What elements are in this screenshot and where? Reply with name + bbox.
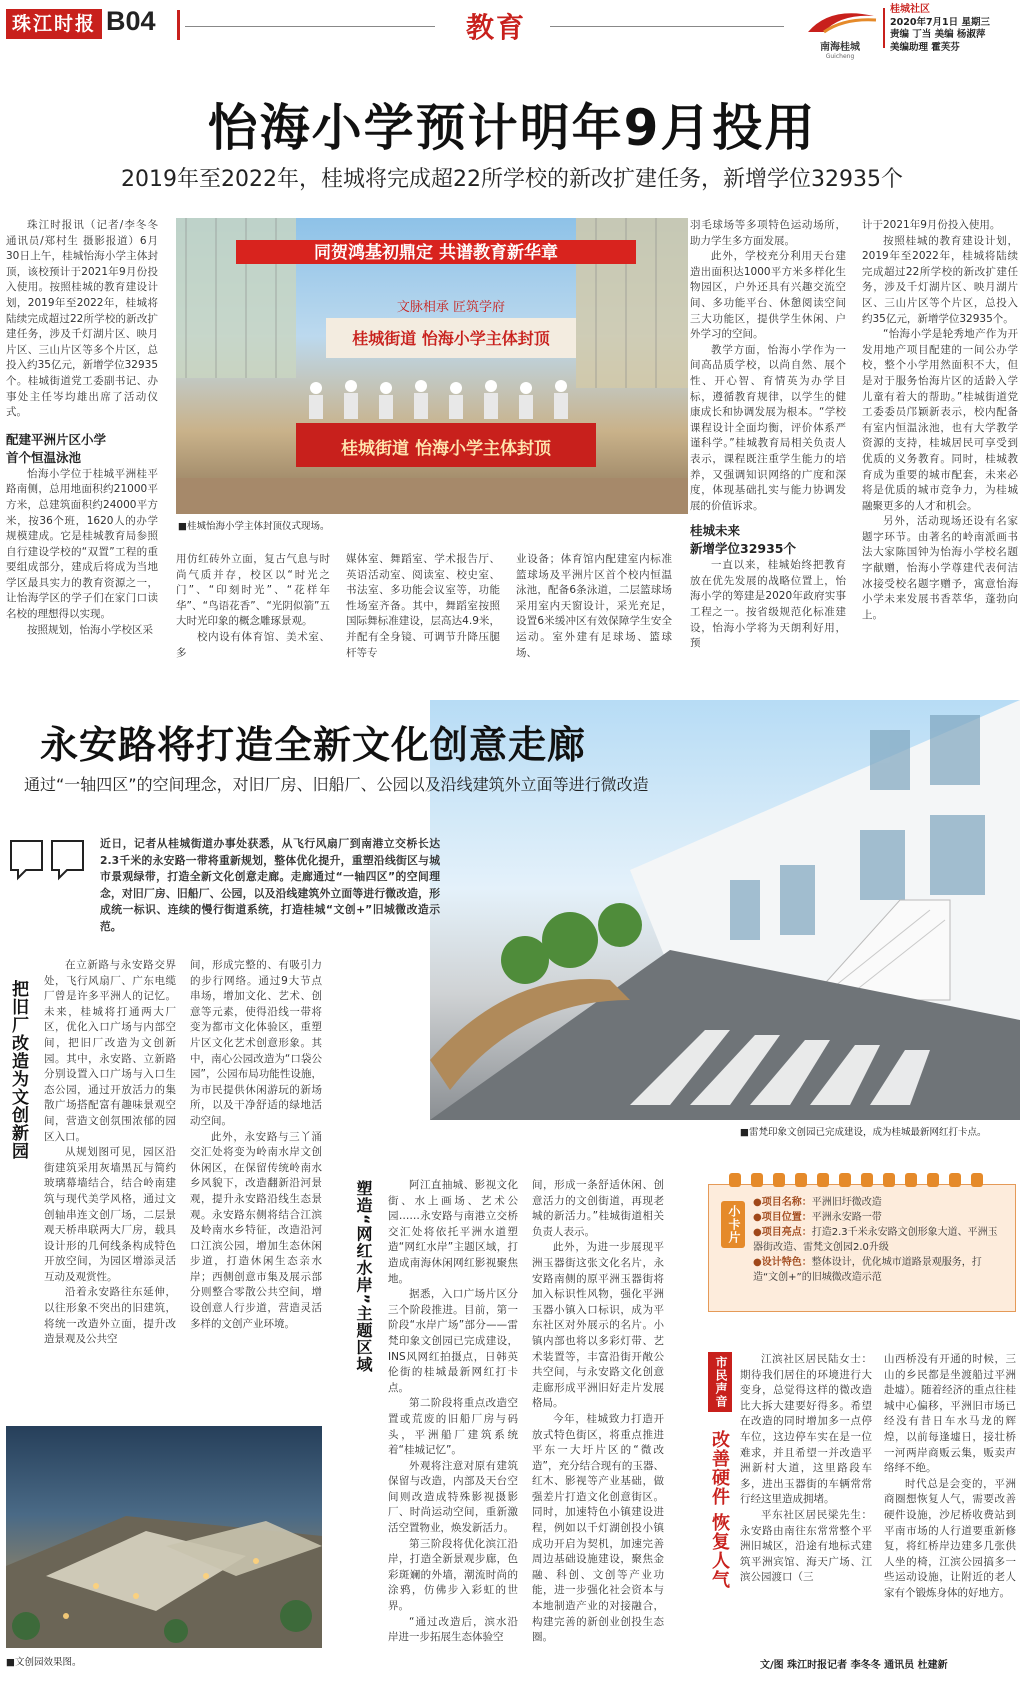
photo-sign-upper: 文脉相承 匠筑学府 [396, 300, 506, 315]
story1-col1-p1: 珠江时报讯（记者/李冬冬 通讯员/郑村生 摄影报道）6月30日上午，桂城怡海小学主体封顶，该校预计于2021年9月份投入使用。按照桂城的教育建设计划，2019年至2022年，桂城将陆续完成超过22所学校的新改扩建任务，涉及千灯湖片区、映月片区、三山片区等多个片区，总投入约35亿元，新增学位32935个。桂城街道党工委副书记、办事处主任岑均雄出席了活动仪式。 [6, 219, 158, 419]
community-logo-text: 南海桂城 [820, 42, 860, 53]
story1-col6-p2: 按照桂城的教育建设计划，2019年至2022年，桂城将陆续完成超过22所学校的新改扩建任务，涉及千灯湖片区、映月湖片区、三山片区等个片区，总投入约35亿元，新增学位32935个。 [862, 234, 1018, 325]
voice-p3: 山西桥没有开通的时候，三山的乡民都是坐渡船过平洲赴墟）。随着经济的重点往桂城中心偏移，平洲旧市场已经没有昔日车水马龙的辉煌，以前每逢墟日，接壮桥一河两岸商贩云集，贩卖声络绎不绝。 [884, 1353, 1016, 1475]
story2-rendering-scene [6, 1426, 322, 1648]
story2-credit: 文/图 珠江时报记者 李冬冬 通讯员 杜建新 [760, 1660, 948, 1671]
story2-colD-p2: 此外，为进一步展现平洲玉器街这张文化名片，永安路南侧的原平洲玉器街将加入标识性风物，强化平洲玉器小镇入口标识，成为平东社区对外展示的名片。小镇内部也将以多彩灯带、艺术装置等，丰富沿街开敞公共空间，与永安路文化创意走廊形成平洲旧好走片发展格局。 [532, 1241, 664, 1410]
voice-p1: 江滨社区居民陆女士：期待我们居住的环境进行大变身，总觉得这样的微改造比大拆大建要好得多。希望在改造的同时增加多一点停车位，这边停车实在是一位难求，并且希望一并改造平洲新村大道，这里路段车多，进出玉器街的车辆常常行经这里造成拥堵。 [740, 1353, 872, 1506]
info-card-list [753, 1195, 1005, 1285]
story1-subhead: 2019年至2022年，桂城将完成超22所学校的新改扩建任务，新增学位32935个 [121, 167, 903, 192]
voice-p4: 时代总是会变的，平洲商圈想恢复人气，需要改善硬件设施，沙尼桥收费站到平南市场的人行道要重新修复，将红桥岸边建多几张供人坐的椅，江滨公园搞多一些运动设施，让附近的老人家有个锻炼身体的好地方。 [884, 1477, 1016, 1599]
story1-col5-p3: 教学方面，怡海小学作为一间高品质学校，以尚自然、展个性、开心智、育情英为办学目标，遵循教育规律，以学生的健康成长和协调发展为根本。“学校课程设计全面均衡，评价体系严谨科学。”桂城教育局相关负责人表示，课程既注重学生能力的培养，又强调知识网络的广度和深度，体现基础扎实与能力协调发展的价值诉求。 [690, 343, 846, 512]
info-card-item-name: ●项目名称：平洲旧圩微改造 [753, 1197, 882, 1208]
story1-col6-p3: “怡海小学是轮秀地产作为开发用地产项目配建的一间公办学校，整个小学用然面积不大，但是对于服务怡海片区的适龄入学儿童有着大的帮助。”桂城街道党工委委员邝颖新表示，校内配备有室内恒温泳池，也有大学教学资源的支持，桂城居民可享受到优质的义务教育。同时，桂城教育成为重要的城市配套，未来必将是优质的城市竞争力，为桂城融聚更多的人才和机会。 [862, 328, 1018, 512]
story1-subheading-5b: 新增学位32935个 [690, 541, 796, 557]
story2-colC-p2: 据悉，入口广场片区分三个阶段推进。目前，第一阶段“水岸广场”部分——雷梵印象文创园已完成建设，INS风网红拍摄点，日韩英伦街的桂城最新网红打卡点。 [388, 1288, 518, 1394]
card-tabs-decoration [709, 1171, 1015, 1189]
story2-vertical-heading-2: 塑造“网红水岸”主题区域 [354, 1180, 373, 1374]
story1-col5-p2: 此外，学校充分利用天台建造出面积达1000平方米多样化生物园区，户外还具有兴趣交流空间、多功能平台、休憩阅读空间三大功能区，提供学生休闲、户外学习的空间。 [690, 250, 846, 341]
info-card-badge: 小卡片 [721, 1201, 745, 1248]
story2-rendering [6, 1426, 322, 1648]
story1-col3-p1: 媒体室、舞蹈室、学术报告厅、英语活动室、阅读室、校史室、书法室、多功能会议室等，功能性场室齐备。其中，舞蹈室按照国际舞标准建设，层高达4.9米，并配有全身镜、可调节升降压腿杆等专 [346, 553, 500, 659]
header-info-divider [883, 8, 885, 48]
photo-sign-middle: 桂城街道 怡海小学主体封顶 [352, 329, 550, 348]
column-name: 桂城社区 [890, 4, 930, 15]
story2-vertical-heading-1: 把旧厂改造为文创新园 [8, 980, 28, 1160]
voice-vertical-heading: 改善硬件 恢复人气 [709, 1430, 730, 1590]
story2-colB-p2: 此外，永安路与三丫涌交汇处将变为岭南水岸文创休闲区，在保留传统岭南水乡风貌下，改造翻新沿河景观，提升永安路沿线生态景观。永安路东侧将结合江滨及岭南水乡特征，改造沿河口江滨公园，增加生态休闲步道，打造休闲生态亲水岸；西侧创意市集及展示部分则整合零散公共空间，增设创意人行步道，营造灵活多样的文创产业环境。 [190, 1130, 322, 1330]
info-card [708, 1184, 1016, 1312]
header-divider [177, 10, 180, 40]
community-logo-sub: Guicheng [825, 53, 855, 60]
photo-banner-top: 同贺鸿基初鼎定 共谱教育新华章 [314, 243, 558, 263]
info-card-item-location: ●项目位置：平洲永安路一带 [753, 1212, 882, 1223]
story2-colC-p3: 第二阶段将重点改造空置或荒废的旧船厂房与码头，平洲船厂建筑系统着“桂城记忆”。 [388, 1397, 518, 1457]
story2-colA-p2: 从规划图可见，园区沿街建筑采用灰墙黑瓦与简约玻璃幕墙结合，结合岭南建筑与现代美学风格，通过文创轴串连文创厂场，二层景观天桥串联两大厂房，载具设计形的几何线条构成特色开放空间，为园区增添灵活互动及观赏性。 [44, 1146, 176, 1283]
story1-col5 [690, 218, 846, 648]
community-logo-icon [800, 6, 880, 36]
story2-colB-p1: 间，形成完整的、有吸引力的步行网络。通过9大节点串场，增加文化、艺术、创意等元素，使得沿线一带将变为都市文化体验区，重塑片区文化艺术创意形象。其中，南心公园改造为“口袋公园”，公园布局功能性设施，为市民提供休闲游玩的新场所，以及干净舒适的绿地活动空间。 [190, 959, 322, 1127]
story1-subheading-1a: 配建平洲片区小学 [6, 431, 107, 447]
photo-sign-lower: 桂城街道 怡海小学主体封顶 [341, 439, 551, 459]
speech-bubble-icon [8, 838, 88, 882]
story1-col1 [6, 218, 158, 648]
header-info [890, 4, 990, 54]
story2-colB [190, 958, 322, 1418]
story2-photo-caption: ■雷梵印象文创园已完成建设，成为桂城最新网红打卡点。 [740, 1127, 987, 1138]
story2-colC-p4: 外观将注意对原有建筑保留与改造，内部及天台空间则改造成特殊影视摄影厂、时尚运动空间，重新激活空置物业，焕发新活力。 [388, 1459, 518, 1535]
story2-colC-p1: 阿江直抽城、影视文化街、水上画场、艺术公园……永安路与南港立交桥交汇处将依托平洲水道塑造“网红水岸”主题区域，打造成南海休闲网红影视聚焦地。 [388, 1179, 518, 1285]
story1-col6-p4: 另外，活动现场还设有名家题字环节。由著名的岭南派画书法大家陈国钟为怡海小学校名题字献赠，怡海小学尊建代表何洁冰接受校名题字赠予，寓意怡海小学未来发展书香萃华，蓬勃向上。 [862, 515, 1018, 621]
story1-subheading-5a: 桂城未来 [690, 523, 741, 539]
editor-credits: 责编 丁当 美编 杨淑萍 [890, 29, 986, 40]
story1-col5-p1: 羽毛球场等多项特色运动场所，助力学生多方面发展。 [690, 219, 846, 247]
voice-badge: 市民声音 [708, 1352, 732, 1412]
story1-headline: 怡海小学预计明年9月投用 [207, 99, 817, 157]
story1-col5-p4: 一直以来，桂城始终把教育放在优先发展的战略位置上，怡海小学的筹建是2020年政府实事工程之一。按省级规范化标准建设，怡海小学将为天朗利好用，预 [690, 559, 846, 650]
story1-col6 [862, 218, 1018, 648]
quote-icon [8, 838, 88, 886]
story2-rendering-caption: ■文创园效果图。 [6, 1657, 82, 1668]
story1-col2-p2: 校内设有体育馆、美术室、多 [176, 630, 330, 659]
story2-colA-p1: 在立新路与永安路交界处，飞行风扇厂、广东电缆厂曾是许多平洲人的记忆。未来，桂城将打通两大厂区，优化入口广场与内部空间，把旧厂改造为文创新园。其中，永安路、立新路分别设置入口广场与入口生态公园，通过开放活力的集散广场搭配富有趣味景观空间，营造文创氛围浓郁的园区入口。 [44, 959, 176, 1143]
assistant-credits: 美编助理 霍芙芬 [890, 41, 960, 53]
issue-date: 2020年7月1日 星期三 [890, 16, 990, 28]
section-title: 教育 [466, 11, 527, 44]
story2-headline: 永安路将打造全新文化创意走廊 [40, 723, 587, 767]
masthead: 珠江时报 [6, 9, 102, 39]
story1-col1-p2: 怡海小学位于桂城平洲桂平路南侧，总用地面积约21000平方米，总建筑面积约24000平方米，按36个班，1620人的办学规模建成。它是桂城教育局参照自行建设学校的“双置”工程的重要组成部分，建成后将成为当地学区最具实力的教育资源之一，让怡海学区的学子们在家门口读名校的理想得以实现。 [6, 467, 158, 621]
story1-col4 [516, 552, 672, 659]
story1-col1-p3: 按照规划，怡海小学校区采 [27, 623, 153, 636]
story1-col6-p1: 计于2021年9月份投入使用。 [862, 219, 1001, 231]
story2-colC-p6: “通过改造后，滨水沿岸进一步拓展生态体验空 [388, 1615, 518, 1644]
community-logo [800, 6, 880, 60]
story2-colA [44, 958, 176, 1418]
story2-lead [100, 836, 440, 935]
story1-col3 [346, 552, 500, 659]
info-card-item-design: ●设计特色：整体设计，优化城市道路景观服务，打造“文创+”的旧城微改造示范 [753, 1257, 982, 1283]
voice-col2 [884, 1352, 1016, 1642]
story2-colD-p1: 间，形成一条舒适休闲、创意活力的文创街道，再现老城的新活力。”桂城街道相关负责人表示。 [532, 1179, 664, 1238]
header-rule-right [550, 26, 784, 27]
story2-colA-p3: 沿着永安路往东延伸，以往形象不突出的旧建筑，将统一改造外立面，提升改造景观及公共空 [44, 1286, 176, 1346]
story2-colD-p3: 今年，桂城致力打造开放式特色街区，将重点推进平东一大圩片区的“微改造”，充分结合现有的玉器、红木、影视等产业基础，做强差片打造文化创意街区。同时，加速特色小镇建设进程，例如以千灯湖创投小镇成功开启为契机，加速完善周边基础设施建设，聚焦金融、科创、文创等产业功能，进一步强化社会资本与本地制造产业的对接融合，构建完善的新创业创投生态圈。 [532, 1412, 664, 1644]
header-rule-left [185, 26, 435, 27]
story2-colD [532, 1178, 664, 1648]
story1-col2-p1: 用仿红砖外立面，复古气息与时尚气质并存，校区以“时光之门”、“印刻时光”、“花样年华”、“鸟语花香”、“光阴似箭”五大时光印象的概念雕琢景观。 [176, 553, 330, 628]
story1-photo-caption: ■桂城怡海小学主体封顶仪式现场。 [178, 521, 330, 532]
story1-subheading-1b: 首个恒温泳池 [6, 449, 82, 465]
story2-colC [388, 1178, 518, 1648]
story1-photo [176, 218, 688, 514]
voice-p2: 平东社区居民梁先生：永安路由南往东常常整个平洲旧城区，沿途有地标式建筑平洲宾馆、海天广场、江滨公园渡口（三 [740, 1508, 872, 1584]
story2-lead-text: 近日，记者从桂城街道办事处获悉，从飞行风扇厂到南港立交桥长达2.3千米的永安路一带将重新规划，整体优化提升，重塑沿线街区与城市景观绿带，打造全新文化创意走廊。走廊通过“一轴四区”的空间理念，对旧厂房、旧船厂、公园，以及沿线建筑外立面等进行微改造，形成统一标识、连续的慢行街道系统，打造桂城“文创+”旧城微改造示范。 [100, 837, 440, 933]
info-card-item-highlight: ●项目亮点：打造2.3千米永安路文创形象大道、平洲玉器街改造、雷梵文创园2.0升级 [753, 1227, 998, 1253]
story1-col4-p1: 业设备；体育馆内配建室内标准篮球场及平洲片区首个校内恒温泳池，配备6条泳道，二层篮球场采用室内天窗设计，采光充足，设置6米缓冲区有效保障学生安全运动。室外建有足球场、篮球场、 [516, 553, 672, 659]
page-number: B04 [106, 6, 156, 36]
story2-colC-p5: 第三阶段将优化滨江沿岸，打造全新景观步廊，色彩斑斓的外墙，潮流时尚的涂鸦，仿佛步入彩虹的世界。 [388, 1537, 518, 1613]
story1-col2 [176, 552, 330, 659]
story2-subhead: 通过“一轴四区”的空间理念，对旧厂房、旧船厂、公园以及沿线建筑外立面等进行微改造 [24, 775, 649, 794]
voice-col1 [740, 1352, 872, 1642]
